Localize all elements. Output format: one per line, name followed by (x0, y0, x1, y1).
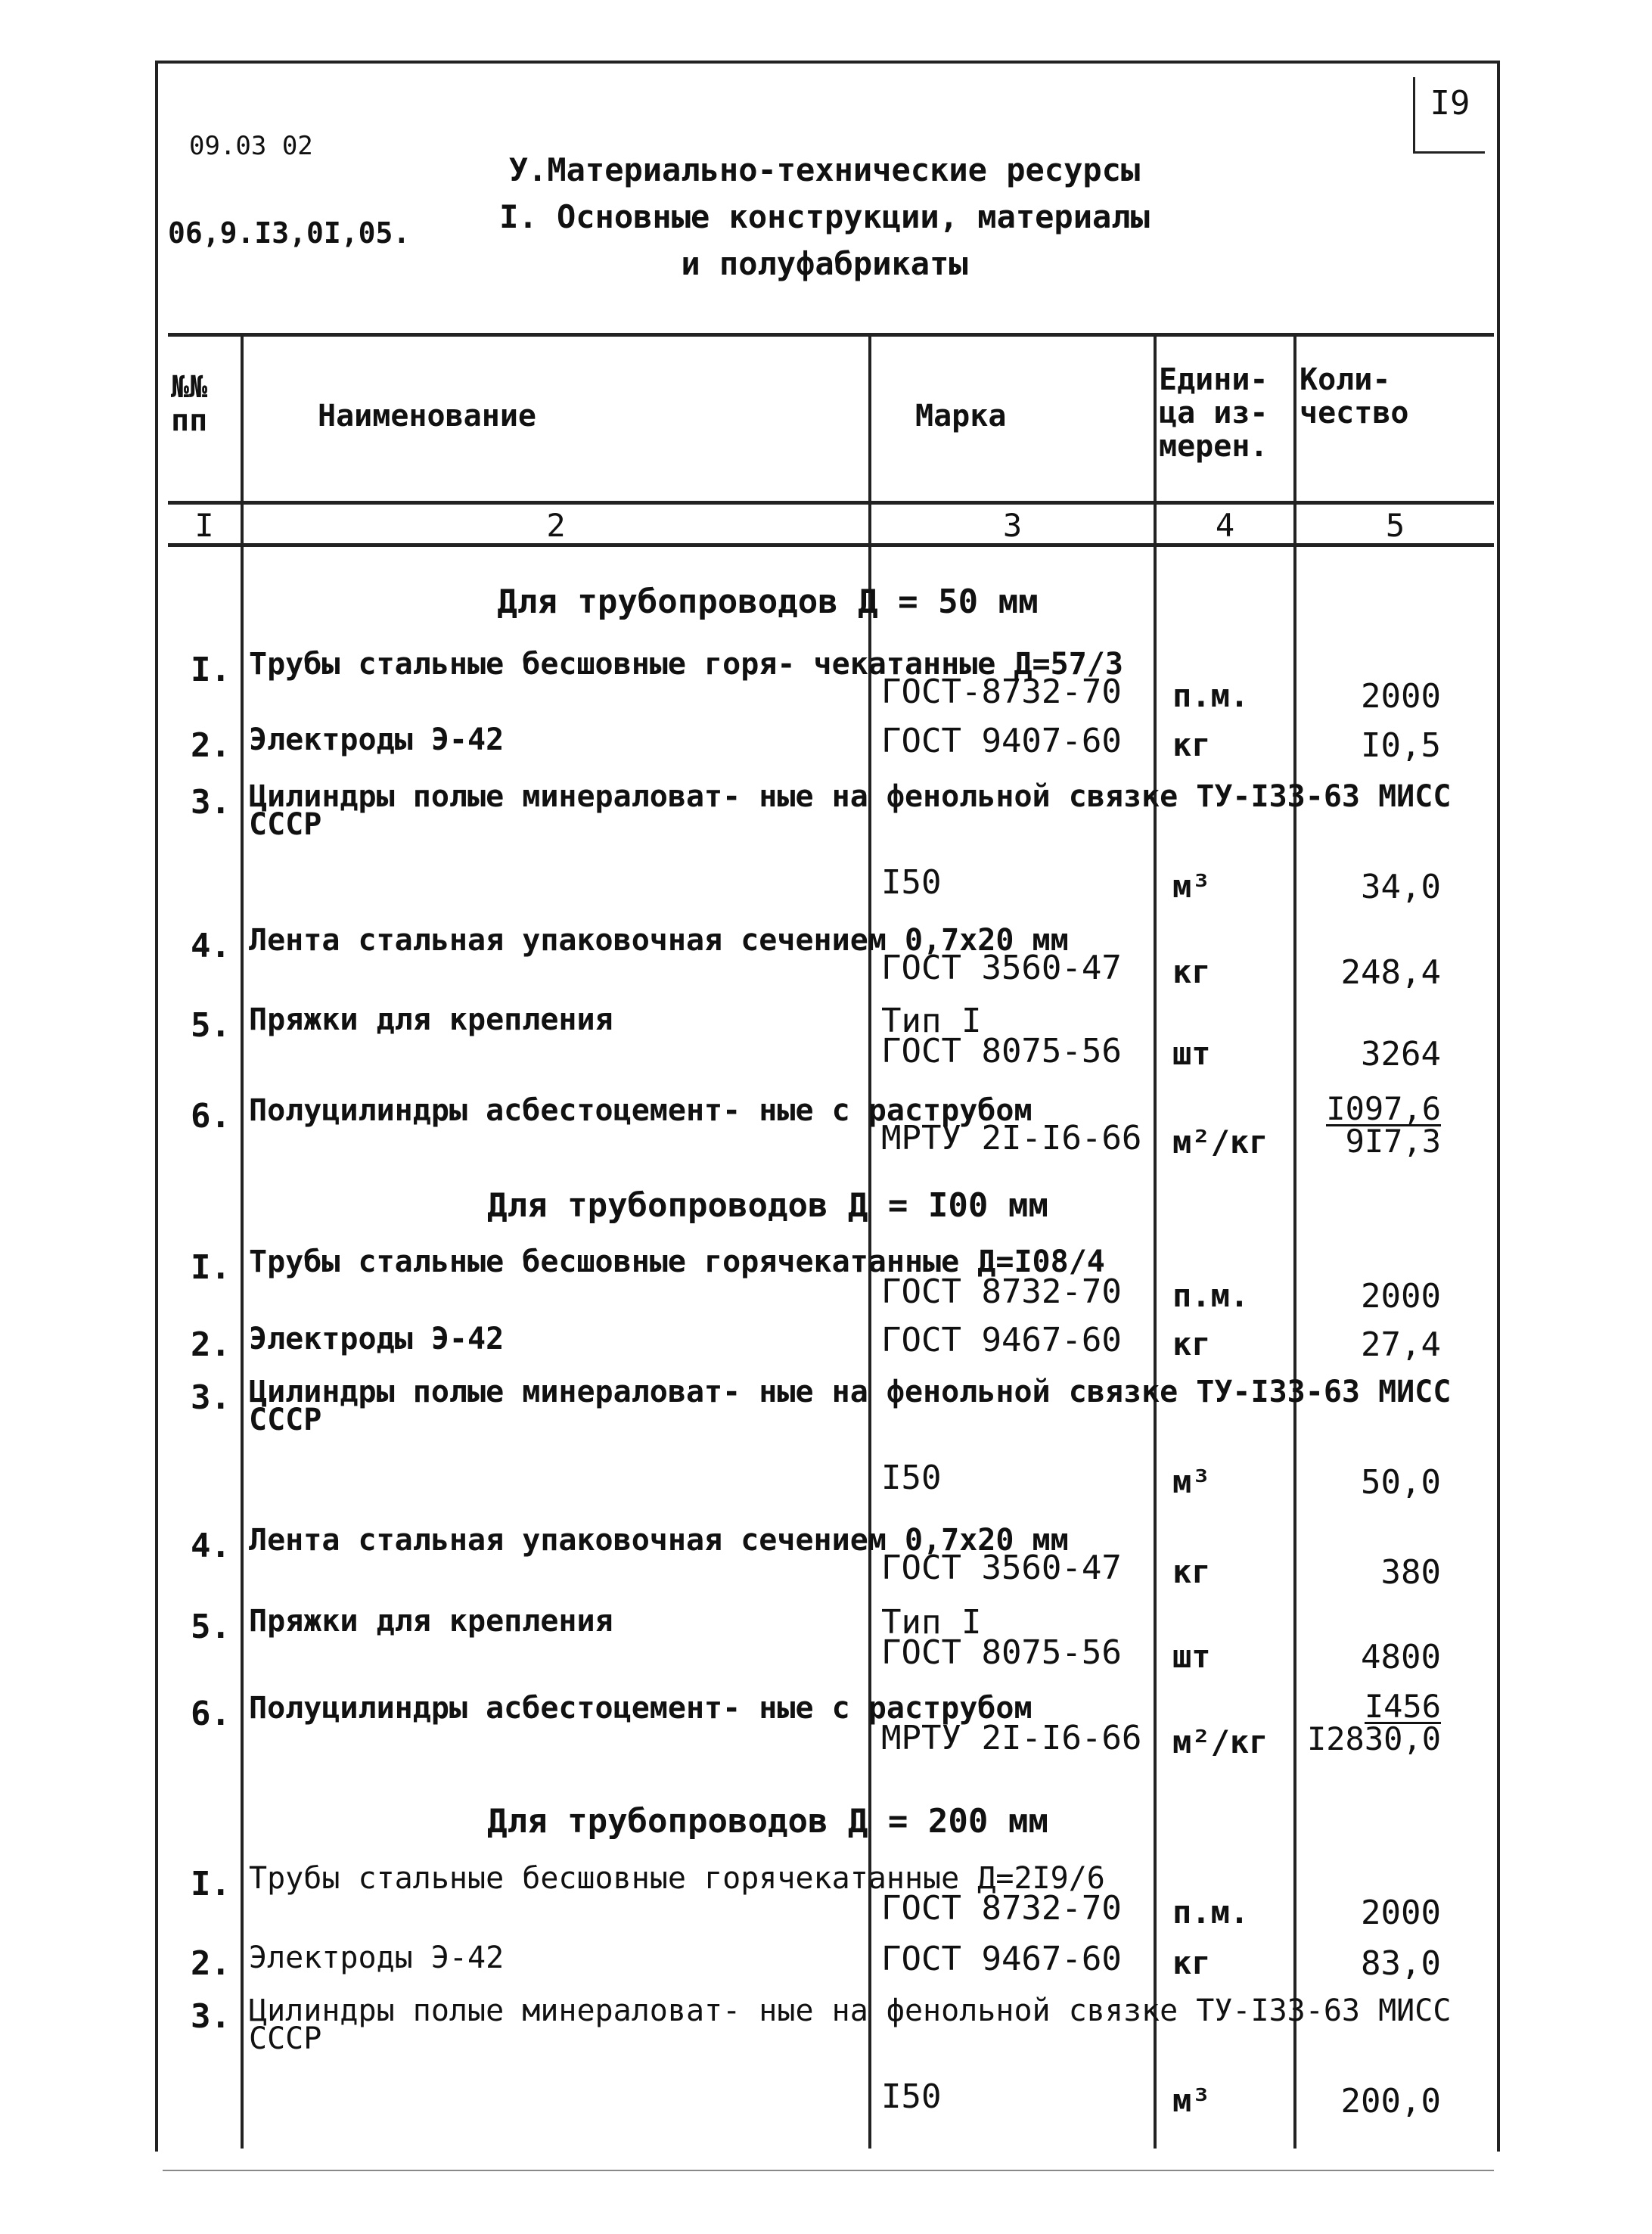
row-name: Трубы стальные бесшовные горя- чекатанные Д=57/3 (249, 647, 1123, 682)
row-mark: I50 (881, 1459, 942, 1497)
row-unit: м³ (1172, 868, 1211, 905)
table-row (163, 1321, 1494, 1364)
row-mark: Тип I ГОСТ 8075-56 (881, 1002, 1122, 1070)
row-number: 4. (191, 1527, 231, 1565)
table-row (163, 923, 1494, 992)
row-number: 3. (191, 1997, 231, 2036)
row-mark: ГОСТ 8732-70 (881, 1889, 1122, 1928)
row-unit: кг (1172, 1553, 1211, 1590)
row-quantity: 200,0 (1340, 2082, 1441, 2121)
row-unit: шт (1172, 1035, 1211, 1072)
row-quantity: 50,0 (1361, 1463, 1441, 1502)
row-mark: I50 (881, 863, 942, 902)
row-quantity: 2000 (1361, 677, 1441, 716)
row-mark: I50 (881, 2077, 942, 2116)
row-unit: кг (1172, 953, 1211, 990)
table-row (163, 1861, 1494, 1932)
section-title: У.Материально-технические ресурсы (508, 151, 1141, 188)
table-row (163, 1993, 1494, 2121)
header-name: Наименование (318, 399, 536, 433)
row-number: I. (191, 1248, 231, 1287)
row-name: Пряжки для крепления (249, 1604, 613, 1639)
table-row (163, 1002, 1494, 1074)
row-number: I. (191, 651, 231, 689)
row-quantity-fraction (1305, 1688, 1441, 1757)
header-mark: Марка (915, 399, 1007, 433)
row-quantity: 3264 (1361, 1035, 1441, 1074)
table-row (163, 1375, 1494, 1502)
header-quantity: Коли-чество (1300, 362, 1409, 430)
row-number: 5. (191, 1006, 231, 1045)
row-number: 2. (191, 1325, 231, 1364)
row-quantity: 27,4 (1361, 1325, 1441, 1364)
row-mark: ГОСТ 9467-60 (881, 1940, 1122, 1978)
row-quantity: 4800 (1361, 1638, 1441, 1676)
row-number: 6. (191, 1695, 231, 1733)
row-quantity: 83,0 (1361, 1944, 1441, 1983)
section-title-d100: Для трубопроводов Д = I00 мм (487, 1186, 1048, 1225)
header-unit: Едини-ца из-мерен. (1159, 362, 1268, 464)
row-quantity: 2000 (1361, 1894, 1441, 1932)
section-title-d50: Для трубопроводов Д = 50 мм (497, 583, 1039, 621)
row-number: 2. (191, 726, 231, 765)
row-quantity: 248,4 (1340, 953, 1441, 992)
row-unit: п.м. (1172, 1894, 1250, 1931)
table-row (163, 779, 1494, 906)
table-row (163, 1603, 1494, 1676)
row-name: Цилиндры полые минераловат- ные на фенольной связке ТУ-I33-63 МИСС СССР (249, 1993, 1452, 2056)
colnum-2: 2 (546, 507, 566, 544)
row-unit: м³ (1172, 2082, 1211, 2119)
row-mark: ГОСТ 3560-47 (881, 949, 1122, 987)
row-quantity: 2000 (1361, 1277, 1441, 1316)
table-row (163, 1523, 1494, 1592)
row-mark: ГОСТ 3560-47 (881, 1549, 1122, 1587)
colnum-5: 5 (1385, 507, 1405, 544)
row-mark: Тип I ГОСТ 8075-56 (881, 1603, 1122, 1672)
row-name: Пряжки для крепления (249, 1002, 613, 1037)
row-name: Трубы стальные бесшовные горячекатанные Д=2I9/6 (249, 1861, 1105, 1896)
row-mark: МРТУ 2I-I6-66 (881, 1719, 1142, 1757)
row-mark: МРТУ 2I-I6-66 (881, 1119, 1142, 1157)
subsection-title-cont: и полуфабрикаты (681, 245, 968, 282)
row-mark: ГОСТ 9407-60 (881, 722, 1122, 760)
row-mark: ГОСТ 8732-70 (881, 1272, 1122, 1311)
row-unit: м²/кг (1172, 1723, 1268, 1760)
row-number: 3. (191, 783, 231, 822)
row-number: 3. (191, 1378, 231, 1417)
document-code: 06,9.I3,0I,05. (168, 216, 411, 250)
row-name: Трубы стальные бесшовные горячекатанные Д=I08/4 (249, 1244, 1105, 1279)
row-name: Полуцилиндры асбестоцемент- ные с раструбом (249, 1093, 1032, 1128)
table-row (163, 1688, 1494, 1760)
bottom-edge-rule (163, 2170, 1494, 2171)
colnum-4: 4 (1215, 507, 1235, 544)
row-quantity-top: I097,6 (1326, 1090, 1441, 1127)
header-number: №№ пп (171, 370, 208, 438)
table-row (163, 1244, 1494, 1316)
colnum-1: I (194, 507, 214, 544)
row-number: 5. (191, 1608, 231, 1646)
row-name: Электроды Э-42 (249, 1940, 505, 1975)
row-unit: м²/кг (1172, 1123, 1268, 1160)
row-mark: ГОСТ 9467-60 (881, 1321, 1122, 1359)
row-unit: п.м. (1172, 1277, 1250, 1314)
row-quantity-top: I456 (1364, 1688, 1441, 1725)
table-row (163, 1090, 1494, 1160)
row-quantity: I0,5 (1361, 726, 1441, 765)
row-unit: м³ (1172, 1463, 1211, 1500)
colnum-3: 3 (1002, 507, 1023, 544)
row-name: Цилиндры полые минераловат- ные на фенольной связке ТУ-I33-63 МИСС СССР (249, 779, 1452, 842)
row-name: Полуцилиндры асбестоцемент- ные с раструбом (249, 1691, 1032, 1726)
row-unit: кг (1172, 1325, 1211, 1362)
row-number: I. (191, 1865, 231, 1903)
page-number: I9 (1413, 77, 1485, 154)
row-name: Электроды Э-42 (249, 722, 505, 757)
table-row (163, 647, 1494, 716)
row-name: Электроды Э-42 (249, 1322, 505, 1356)
row-quantity: I2830,0 (1306, 1720, 1441, 1757)
row-number: 4. (191, 927, 231, 965)
table-row (163, 722, 1494, 765)
row-name: Лента стальная упаковочная сечением 0,7х20 мм (249, 923, 1069, 958)
row-mark: ГОСТ-8732-70 (881, 673, 1122, 711)
row-number: 6. (191, 1097, 231, 1136)
row-unit: кг (1172, 1944, 1211, 1981)
subsection-title: I. Основные конструкции, материалы (499, 198, 1150, 235)
row-unit: кг (1172, 726, 1211, 763)
row-quantity-fraction (1305, 1090, 1441, 1160)
section-title-d200: Для трубопроводов Д = 200 мм (487, 1802, 1048, 1841)
table-row (163, 1940, 1494, 1983)
row-name: Лента стальная упаковочная сечением 0,7х20 мм (249, 1523, 1069, 1558)
row-quantity: 380 (1380, 1553, 1441, 1592)
row-quantity: 9I7,3 (1345, 1123, 1441, 1160)
row-unit: п.м. (1172, 677, 1250, 714)
row-quantity: 34,0 (1361, 868, 1441, 906)
row-name: Цилиндры полые минераловат- ные на фенольной связке ТУ-I33-63 МИСС СССР (249, 1375, 1452, 1437)
row-unit: шт (1172, 1638, 1211, 1675)
code-old: 09.03 02 (189, 131, 313, 161)
row-number: 2. (191, 1944, 231, 1983)
